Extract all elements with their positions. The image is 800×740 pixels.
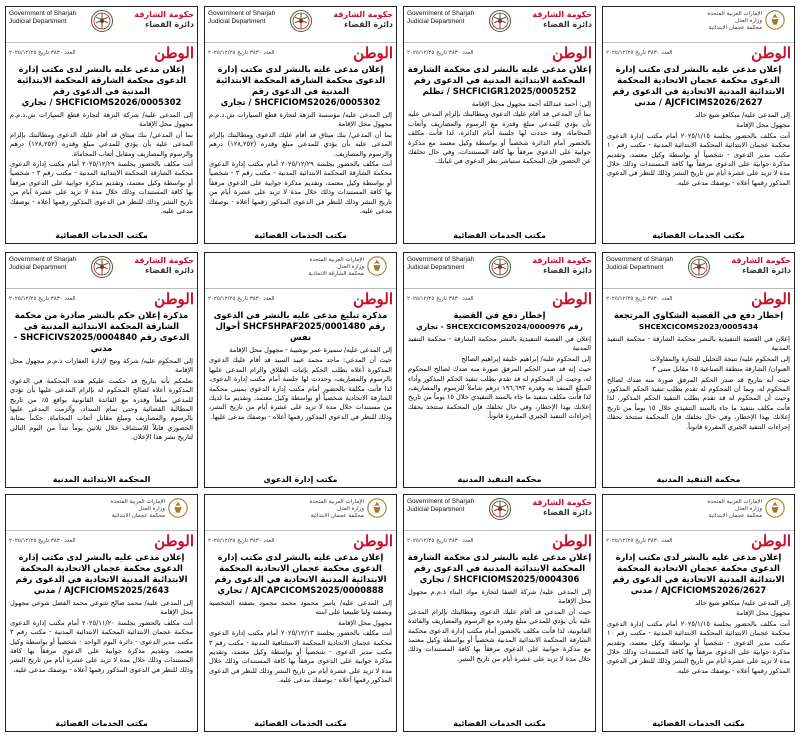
department-label: حكومة الشارقة دائرة القضاء (532, 256, 592, 275)
ministry-label: الإمارات العربية المتحدة وزارة العدل محكمة عجمان الابتدائية (110, 499, 165, 519)
newspaper-logo: الوطن (552, 532, 592, 550)
notice-title: إخطار دفع في القضية (453, 310, 546, 320)
notice-title: إعلان مدعى عليه بالنشر لدى مكتب إدارة الدعوى محكمة عجمان الاتحادية المحكمة الابتدائية المدنية الاتحادية في الدعوى رقم AJCFICIOMS2025/2643 / مدني (15, 552, 188, 595)
notice-footer: مكتب الخدمات القضائية (652, 719, 745, 728)
court-notice (403, 494, 596, 732)
issue-date: العدد ٣٨٣٠ تاريخ ٢٠٢٥/١٢/٢٥ (208, 50, 275, 56)
notice-footer: محكمة التنفيذ المدنية (457, 475, 542, 484)
notice-body (603, 109, 794, 229)
notice-paragraph: إلى المدعى عليه/ محمد صالح شوعي محمد الفضل شوعي مجهول محل الإقامة (10, 599, 193, 617)
notice-header (603, 495, 794, 531)
uae-emblem-icon (764, 9, 788, 33)
notice-paragraph: إلى: أحمد عبدالله أحمد مجهول محل الإقامة (471, 100, 591, 108)
notice-title: إعلان مدعى عليه بالنشر لدى محكمة الشارقة المحكمة الابتدائية المدنية في الدعوى رقم SHCFICIOMS2025/0004306 / تجاري (407, 552, 592, 584)
notice-paragraph: أنت مكلف بالحضور بجلسة ٢٠٢٥/١٢/٢٩ أمام مكتب إدارة الدعوى محكمة الشارقة المحكمة الابتدائية المدنية - مكتب رقم ٣ - شخصياً أو بواسطة وكيل معتمد، وتقديم مذكرة جوابية على الدعوى مرفقاً بها كافة المستندات وذلك خلال مدة لا تزيد على عشرة أيام من تاريخ النشر وذلك للنظر في الدعوى المذكور رقمها أعلاه - بوصفك مدعى عليه. (209, 160, 392, 216)
case-number: SHCEXCICOMS2023/0005434 (638, 322, 759, 331)
notice-header (205, 7, 396, 43)
sharjah-emblem-icon (90, 9, 114, 33)
notice-footer: مكتب الخدمات القضائية (254, 719, 347, 728)
court-notice (5, 252, 198, 488)
court-notice (5, 6, 198, 244)
notice-meta (404, 43, 595, 63)
sharjah-emblem-icon (289, 9, 313, 33)
notice-paragraph: حيث أنه بتاريخ قد صدر الحكم المرفق صورة منه ضدك لصالح المحكوم له، وبما أن المحكوم له تقدم بطلب تنفيذ الحكم المذكور، وحيث أن المحكوم له قد تقدم بطلب التنفيذ الحكم المذكور، لذا فأنت مكلف بتنفيذ ما جاء بالسند التنفيذي خلال ١٥ يوماً من تاريخ إعلانك بهذا الإخطار، وفي حال تخلفك فإن المحكمة ستتخذ بحقك إجراءات التنفيذ الجبري المقررة قانوناً. (607, 375, 790, 431)
notice-paragraph: حيث إنه قد صدر الحكم المرفق صورة منه ضدك لصالح المحكوم له، وحيث أن المحكوم له قد تقدم بطلب تنفيذ الحكم المذكور وأداء المبلغ المنفذ به وقدره ١٩٦,٦٩٣ درهم شاملاً للرسوم والمصاريف، لذا فأنت مكلف بتنفيذ ما جاء بالسند التنفيذي خلال ١٥ يوماً من تاريخ إعلانك بهذا الإخطار، وفي حال تخلفك فإن المحكمة ستتخذ بحقك إجراءات التنفيذ الجبري المقررة قانوناً. (408, 365, 591, 421)
court-notice (5, 494, 198, 732)
notice-paragraph: نعلمكم بأنه بتاريخ قد حكمت عليكم هذه المحكمة في الدعوى المذكورة أعلاه لصالح المحكوم له بإلزام المدعى عليها بأن تؤدي للمدعي مبلغاً وقدره مع الفائدة القانونية بواقع ٥٪ من تاريخ المطالبة القضائية وحتى تمام السداد، وألزمت المدعى عليها بالرسوم والمصاريف ومبلغ مقابل أتعاب المحاماة. حكماً بمثابة الحضوري قابلاً للاستئناف خلال ثلاثين يوماً تبدأ من اليوم التالي لتاريخ نشر هذا الإعلان. (10, 376, 193, 442)
notice-header (603, 7, 794, 43)
notice-body (404, 333, 595, 473)
notice-meta (6, 289, 197, 309)
notice-paragraph: إلى المحكوم عليه/ نتيجة التحليل للتجارة والمقاولات (649, 354, 790, 363)
notice-meta (404, 289, 595, 309)
notice-title: إعلان مدعى عليه بالنشر لدى محكمة الشارقة المحكمة الابتدائية المدنية في الدعوى رقم SHCFICIGR12025/0005252 / تظلم (407, 64, 592, 96)
government-label: Government of Sharjah Judicial Department (407, 10, 475, 25)
notice-title: مذكرة تبليغ مدعى عليه بالنشر في الدعوى رقم SHCFSHPAF2025/0001480 أحوال نفس (213, 310, 388, 342)
notice-paragraph: مجهول محل الإقامة (736, 609, 790, 618)
notice-title: إعلان مدعى عليه بالنشر لدى مكتب إدارة الدعوى محكمة عجمان الاتحادية المحكمة الابتدائية المدنية الاتحادية في الدعوى رقم AJCFICIMS2026/2627 / مدني (612, 64, 785, 107)
notice-header (205, 495, 396, 531)
sharjah-emblem-icon (90, 255, 114, 279)
notice-meta (603, 289, 794, 309)
newspaper-logo: الوطن (552, 44, 592, 62)
government-label: Government of Sharjah Judicial Department (407, 498, 475, 513)
notice-header (404, 495, 595, 531)
notice-paragraph: إلى المدعى عليه/ مبكاهو شيغ خالد (695, 111, 790, 119)
notice-paragraph: أنت مكلف بالحضور بجلسة ٢٠٢٥/١/١٥ أمام مكتب إدارة الدعوى محكمة عجمان الابتدائية المحكمة الابتدائية المدنية - مكتب رقم ١٠ مكتب مدير الدعوى - شخصياً أو بواسطة وكيل معتمد، وتقديم مذكرة جوابية على الدعوى مرفقاً بها كافة المستندات وذلك خلال مدة لا تزيد على عشرة أيام من تاريخ النشر وذلك للنظر في الدعوى المذكور رقمها أعلاه - بوصفك مدعى عليه. (607, 131, 790, 187)
notice-paragraph: إلى المدعى عليه/ مبكاهو شيغ خالد (695, 599, 790, 607)
notice-footer: مكتب الخدمات القضائية (453, 231, 546, 240)
government-label: Government of Sharjah Judicial Department (9, 256, 77, 271)
uae-emblem-icon (366, 497, 390, 521)
newspaper-logo: الوطن (154, 532, 194, 550)
court-notice (602, 252, 795, 488)
court-notice (204, 494, 397, 732)
notice-body (6, 355, 197, 473)
notice-title: إخطار دفع في القضية الشكاوى المرتجعة (613, 310, 784, 320)
notice-paragraph: إعلان في القضية التنفيذية بالنشر محكمة الشارقة - محكمة التنفيذ المدنية (607, 335, 790, 353)
notice-footer: مكتب الخدمات القضائية (453, 719, 546, 728)
notice-paragraph: بما أن المدعي قد أقام عليك الدعوى ومطالبتك بإلزام المدعى عليه بأن يؤدي للمدعي مبلغ وقدره مع الرسوم والمصاريف وأتعاب المحاماة، وقد حددت لها جلسة أمام الدائرة، لذا فأنت مكلف بالحضور أمام الدائرة شخصياً أو بواسطة وكيل معتمد مع مذكرة جوابية على الدعوى مرفقاً بها كافة المستندات، وفي حال تخلفك عن الحضور فإن المحكمة ستباشر نظر الدعوى في غيابك. (408, 110, 591, 166)
department-label: حكومة الشارقة دائرة القضاء (134, 256, 194, 275)
ministry-label: الإمارات العربية المتحدة وزارة العدل محكمة الشارقة الاتحادية (308, 257, 364, 277)
court-notice (204, 252, 397, 488)
uae-emblem-icon (764, 497, 788, 521)
notice-header (6, 253, 197, 289)
ministry-label: الإمارات العربية المتحدة وزارة العدل محكمة عجمان الابتدائية (707, 11, 762, 31)
notice-body (205, 344, 396, 473)
case-number: رقم SHCEXCICOMS2024/0000976 - تجاري (416, 322, 583, 331)
notice-paragraph: إلى المدعى عليه/ شركة النزهة لتجارة قطع السيارات ش.ذ.م.م مجهول محل الإقامة (10, 111, 193, 129)
court-notice (204, 6, 397, 244)
notice-body (603, 597, 794, 717)
notice-body (205, 597, 396, 717)
notice-footer: محكمة التنفيذ المدنية (656, 475, 741, 484)
newspaper-logo: الوطن (353, 532, 393, 550)
notice-footer: مكتب الخدمات القضائية (55, 719, 148, 728)
notice-title: إعلان مدعى عليه بالنشر لدى مكتب إدارة الدعوى محكمة الشارقة المحكمة الابتدائية المدنية في الدعوى رقم SHCFICIOMS2026/0005302 / تجاري (16, 64, 187, 107)
notice-paragraph: أنت مكلف بالحضور بجلسة ٢٠٢٥/١١/٢٠ أمام مكتب إدارة الدعوى محكمة عجمان الابتدائية المحكمة الابتدائية المدنية - مكتب رقم ٣ مكتب مدير الدعوى - دائرة اليوم الواحد - شخصياً أو بواسطة وكيل معتمد، وتقديم مذكرة جوابية على الدعوى مرفقاً بها كافة المستندات وذلك خلال مدة لا تزيد على عشرة أيام من تاريخ النشر وذلك للنظر في الدعوى المذكور رقمها أعلاه - بوصفك مدعى عليه. (10, 618, 193, 674)
notice-header (404, 253, 595, 289)
department-label: حكومة الشارقة دائرة القضاء (532, 10, 592, 29)
notice-header (205, 253, 396, 289)
issue-date: العدد ٣٨٣٠ تاريخ ٢٠٢٥/١٢/٢٥ (9, 538, 76, 544)
notice-meta (6, 43, 197, 63)
uae-emblem-icon (167, 497, 191, 521)
newspaper-logo: الوطن (751, 290, 791, 308)
sharjah-emblem-icon (488, 255, 512, 279)
notice-paragraph: حيث أن المدعي قد أقام عليك الدعوى ومطالبتك بإلزام المدعى عليه بأن يؤدي للمدعي مبلغ وقدره مع الرسوم والمصاريف والفائدة القانونية، لذا فأنت مكلف بالحضور أمام مكتب إدارة الدعوى محكمة الشارقة المحكمة الابتدائية المدنية شخصياً أو بواسطة وكيل معتمد مع مذكرة جوابية على الدعوى مرفقاً بها كافة المستندات وذلك خلال مدة لا تزيد على عشرة أيام من تاريخ النشر. (408, 607, 591, 663)
newspaper-logo: الوطن (751, 532, 791, 550)
notice-paragraph: إلى المحكوم عليه/ إبراهيم خليفة إبراهيم الصالح (461, 354, 591, 363)
issue-date: العدد ٣٨٣٠ تاريخ ٢٠٢٥/١٢/٢٥ (606, 296, 673, 302)
uae-emblem-icon (366, 255, 390, 279)
newspaper-logo: الوطن (353, 44, 393, 62)
issue-date: العدد ٣٨٣٠ تاريخ ٢٠٢٥/١٢/٢٥ (606, 538, 673, 544)
notice-title: إعلان مدعى عليه بالنشر لدى مكتب إدارة الدعوى محكمة الشارقة المحكمة الابتدائية المدنية في الدعوى رقم SHCFICIOMS2026/0005302 / تجاري (215, 64, 386, 107)
government-label: Government of Sharjah Judicial Department (208, 10, 276, 25)
issue-date: العدد ٣٨٣٠ تاريخ ٢٠٢٥/١٢/٢٥ (407, 538, 474, 544)
issue-date: العدد ٣٨٣٠ تاريخ ٢٠٢٥/١٢/٢٥ (9, 296, 76, 302)
ministry-label: الإمارات العربية المتحدة وزارة العدل محكمة عجمان الابتدائية (707, 499, 762, 519)
notice-paragraph: أنت مكلف بالحضور بجلسة ٢٠٢٥/١٢/١٣ أمام مكتب إدارة الدعوى محكمة عجمان الاتحادية المحكمة الاستئنافية المدنية - مكتب رقم ٣ مكتب مدير الدعوى - شخصياً أو بواسطة وكيل معتمد، وتقديم مذكرة جوابية على الدعوى مرفقاً بها كافة المستندات وذلك خلال مدة لا تزيد على عشرة أيام من تاريخ النشر وذلك للنظر في الدعوى المذكور رقمها أعلاه - بوصفك مدعى عليه. (209, 629, 392, 685)
sharjah-emblem-icon (488, 497, 512, 521)
government-label: Government of Sharjah Judicial Department (9, 10, 77, 25)
notice-header (603, 253, 794, 289)
notice-paragraph: أنت مكلف بالحضور بجلسة ٢٠٢٥/١/١٥ أمام مكتب إدارة الدعوى محكمة عجمان الابتدائية المحكمة الابتدائية المدنية - مكتب رقم ١٠ مكتب مدير الدعوى - شخصياً أو بواسطة وكيل معتمد، وتقديم مذكرة جوابية على الدعوى مرفقاً بها كافة المستندات وذلك خلال مدة لا تزيد على عشرة أيام من تاريخ النشر وذلك للنظر في الدعوى المذكور رقمها أعلاه - بوصفك مدعى عليه. (607, 619, 790, 675)
newspaper-logo: الوطن (154, 44, 194, 62)
notice-paragraph: إلى المدعى عليه/ شركة الصفا لتجارة مواد البناء ذ.م.م مجهول محل الإقامة (408, 588, 591, 606)
notice-paragraph: العنوان/ الشارقة منطقة الصناعية ١٥ مقابل مبنى ٣ (652, 365, 790, 374)
notice-paragraph: مجهول محل الإقامة (736, 121, 790, 130)
notice-title: إعلان مدعى عليه بالنشر لدى مكتب إدارة الدعوى محكمة عجمان الاتحادية المحكمة الابتدائية المدنية الاتحادية في الدعوى رقم AJCFICIOMS2026/2627 / مدني (612, 552, 785, 595)
notice-paragraph: مجهول محل الإقامة (338, 618, 392, 627)
notice-meta (404, 531, 595, 551)
notice-title: مذكرة إعلان حكم بالنشر صادرة من محكمة الشارقة المحكمة الابتدائية المدنية في الدعوى رقم SHCFICIVS2025/0004840 - مدني (13, 310, 190, 353)
notice-paragraph: إلى المدعى عليه/ ياسر محمود محمد محمود بصفته الشخصية وبصفته وليا طبيعيا على ابنته (209, 599, 392, 617)
notice-meta (603, 531, 794, 551)
notice-body (6, 597, 197, 717)
department-label: حكومة الشارقة دائرة القضاء (532, 498, 592, 517)
notice-paragraph: إلى المدعى عليه/ سميرة عمر بوشيبة - مجهول محل الإقامة (229, 346, 392, 354)
newspaper-logo: الوطن (552, 290, 592, 308)
notice-meta (205, 289, 396, 309)
notice-paragraph: إلى المحكوم عليه/ شركة وتيح لإدارة العقارات ذ.م.م مجهول محل الإقامة (10, 357, 193, 375)
notice-paragraph: بما أن المدعي/ بنك ميثاق قد أقام عليك الدعوى ومطالبتك بإلزام المدعى عليه بأن يؤدي للمدعي مبلغ وقدره (١٢٨,٢٥٢) درهم والرسوم والمصاريف. (209, 130, 392, 158)
notice-body (603, 333, 794, 473)
court-notice (403, 6, 596, 244)
notice-meta (603, 43, 794, 63)
notice-body (6, 109, 197, 229)
issue-date: العدد ٣٨٣٠ تاريخ ٢٠٢٥/١٢/٢٥ (208, 296, 275, 302)
notice-footer: مكتب الخدمات القضائية (55, 231, 148, 240)
court-notice (403, 252, 596, 488)
department-label: حكومة الشارقة دائرة القضاء (333, 10, 393, 29)
notice-body (205, 109, 396, 229)
issue-date: العدد ٣٨٣٠ تاريخ ٢٠٢٥/١٢/٢٥ (606, 50, 673, 56)
notice-paragraph: أنت مكلف بالحضور بجلسة ٢٠٢٥/١٢/٢٩ أمام مكتب إدارة الدعوى محكمة الشارقة المحكمة الابتدائية المدنية - مكتب رقم ٣ - شخصياً أو بواسطة وكيل معتمد، وتقديم مذكرة جوابية على الدعوى مرفقاً بها كافة المستندات وذلك خلال مدة لا تزيد على عشرة أيام من تاريخ النشر وذلك للنظر في الدعوى المذكور رقمها أعلاه - بوصفك مدعى عليه. (10, 160, 193, 216)
notice-footer: مكتب الخدمات القضائية (254, 231, 347, 240)
notice-footer: مكتب إدارة الدعوى (263, 475, 338, 484)
government-label: Government of Sharjah Judicial Department (407, 256, 475, 271)
issue-date: العدد ٣٨٣٠ تاريخ ٢٠٢٥/١٢/٢٥ (208, 538, 275, 544)
sharjah-emblem-icon (488, 9, 512, 33)
department-label: حكومة الشارقة دائرة القضاء (134, 10, 194, 29)
notice-body (404, 586, 595, 717)
notice-header (6, 7, 197, 43)
newspaper-logo: الوطن (751, 44, 791, 62)
notice-meta (6, 531, 197, 551)
ministry-label: الإمارات العربية المتحدة وزارة العدل محكمة عجمان الابتدائية (309, 499, 364, 519)
notice-paragraph: إعلان في القضية التنفيذية بالنشر محكمة الشارقة - محكمة التنفيذ المدنية (408, 335, 591, 353)
department-label: حكومة الشارقة دائرة القضاء (731, 256, 791, 275)
notice-paragraph: حيث أن المدعي: ماجد محمد عبيد السيد قد أقام عليك الدعوى المذكورة أعلاه بطلب الحكم بإثبات الطلاق والزام المدعى عليها بالرسوم والمصاريف، وحددت لها جلسة أمام مكتب إدارة الدعوى، لذا فأنت مكلفة بالحضور أمام مكتب إدارة الدعوى بمبنى محكمة الشارقة الاتحادية شخصياً أو بواسطة وكيل معتمد، وتقديم ما لديك من مستندات خلال مدة لا تزيد على عشرة أيام من تاريخ النشر، وذلك للنظر في الدعوى المذكور رقمها أعلاه - بوصفك مدعى عليها. (209, 356, 392, 421)
notice-meta (205, 43, 396, 63)
issue-date: العدد ٣٨٣٠ تاريخ ٢٠٢٥/١٢/٢٥ (407, 50, 474, 56)
newspaper-logo: الوطن (154, 290, 194, 308)
court-notice (602, 6, 795, 244)
notice-body (404, 98, 595, 229)
issue-date: العدد ٣٨٣٠ تاريخ ٢٠٢٥/١٢/٢٥ (9, 50, 76, 56)
government-label: Government of Sharjah Judicial Department (606, 256, 674, 271)
notice-paragraph: إلى المدعى عليه/ مؤسسة النزهة لتجارة قطع السيارات ش.ذ.م.م مجهول محل الإقامة (209, 111, 392, 129)
notice-footer: مكتب الخدمات القضائية (652, 231, 745, 240)
notice-header (6, 495, 197, 531)
sharjah-emblem-icon (687, 255, 711, 279)
notice-meta (205, 531, 396, 551)
notice-title: إعلان مدعى عليه بالنشر لدى مكتب إدارة الدعوى محكمة عجمان الاتحادية المحكمة الابتدائية المدنية الاتحادية في الدعوى رقم AJCAPCICOMS2025/0000888 / تجاري (214, 552, 387, 595)
issue-date: العدد ٣٨٣٠ تاريخ ٢٠٢٥/١٢/٢٥ (407, 296, 474, 302)
notice-header (404, 7, 595, 43)
newspaper-logo: الوطن (353, 290, 393, 308)
court-notice (602, 494, 795, 732)
notice-paragraph: بما أن المدعي/ بنك ميثاق قد أقام عليك الدعوى ومطالبتك بإلزام المدعى عليه بأن يؤدي للمدعي مبلغ وقدره (١٢٨,٢٥٢) درهم والرسوم والمصاريف ومقابل أتعاب المحاماة. (10, 130, 193, 158)
notice-footer: المحكمة الابتدائية المدنية (52, 475, 151, 484)
